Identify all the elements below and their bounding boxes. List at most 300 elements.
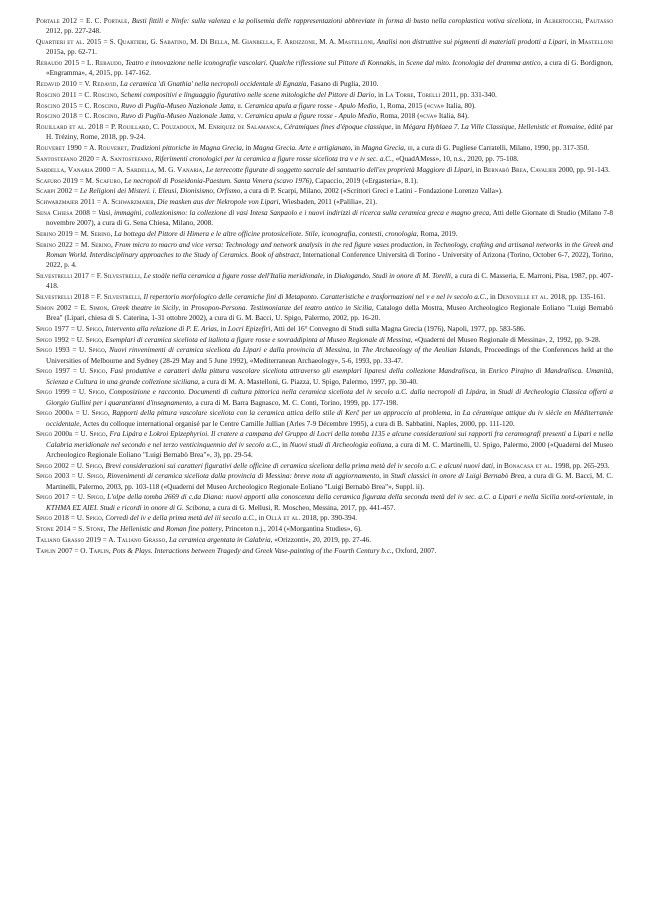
reference-entry xyxy=(36,122,613,142)
reference-text: , in xyxy=(531,17,544,25)
author-name: Vanaria xyxy=(176,165,203,174)
author-name: Quartieri xyxy=(117,38,147,46)
reference-text: = E. C. xyxy=(77,17,104,25)
citation-key: Spigo 1993 xyxy=(36,346,70,355)
reference-entry xyxy=(36,197,613,207)
work-title: Enrico Pirajno di Mandralisca. Umanità, Scienza e Cultura in una grande collezione siciliana xyxy=(46,367,614,386)
reference-entry xyxy=(36,37,613,57)
citation-key: iii xyxy=(407,144,413,153)
reference-text: , M. G. xyxy=(154,165,177,174)
reference-text: , a cura di G. Pugliese Carratelli, Milano, 1990, pp. 317-350. xyxy=(412,144,590,153)
reference-text: , M. xyxy=(227,38,242,46)
reference-text: , xyxy=(153,198,158,207)
reference-text: , xyxy=(372,38,377,46)
reference-text: 2015a, pp. 62-71. xyxy=(46,48,97,57)
reference-text: , a cura di M. A. Mastelloni, G. Piazza, U. Spigo, Palermo, 1997, pp. 30-40. xyxy=(198,377,418,386)
citation-key: Santostefano 2020 xyxy=(36,154,94,163)
citation-key: Spigo 1999 xyxy=(36,388,70,397)
reference-text: , F. xyxy=(273,38,285,46)
reference-entry xyxy=(36,229,613,239)
citation-key: Rebaudo 2015 xyxy=(36,59,80,67)
reference-text: , xyxy=(103,525,108,534)
reference-text: , xyxy=(233,112,238,121)
reference-text: , in xyxy=(472,165,484,174)
reference-list xyxy=(36,16,613,556)
author-name: Roscino xyxy=(93,101,118,110)
reference-text: , xyxy=(403,144,408,153)
reference-text: , xyxy=(104,346,110,355)
citation-key: Quartieri et al. 2015 xyxy=(36,38,102,46)
reference-text: , in xyxy=(178,303,192,312)
reference-text: = E. xyxy=(71,303,90,312)
citation-key: Serino 2019 xyxy=(36,229,73,238)
author-name: Roscino xyxy=(92,90,118,99)
author-name: Gianbella xyxy=(241,38,273,46)
work-title: Tradizioni pittoriche in Magna Grecia xyxy=(130,144,242,153)
reference-entry xyxy=(36,546,613,556)
reference-text: 2018, pp. 390-394. xyxy=(300,514,358,523)
reference-entry xyxy=(36,165,613,175)
reference-entry xyxy=(36,143,613,153)
reference-text: , a cura di P. Scarpi, Milano, 2002 («Scrittori Greci e Latini - Fondazione Lorenzo Valla»). xyxy=(240,187,503,196)
reference-entry xyxy=(36,208,613,228)
reference-text: , a cura di G. Bordignon, «Engramma», 4, 2015, pp. 147-162. xyxy=(46,59,613,78)
reference-text: , G. xyxy=(146,38,160,46)
reference-text: = U. xyxy=(69,514,86,523)
work-title: Teatro e innovazione nelle iconografie vascolari. Qualche riflessione sul Pittore di Konnakis xyxy=(125,59,395,67)
work-title: La ceramica argentata in Calabria xyxy=(168,535,271,544)
reference-text: , C. xyxy=(149,123,162,132)
reference-text: , in xyxy=(486,292,498,301)
reference-text: = M. xyxy=(77,176,96,185)
author-name: Spigo xyxy=(85,324,102,333)
author-name: Roscino xyxy=(93,112,118,121)
author-name: Spigo xyxy=(89,430,106,439)
work-title: Analisi non distruttive sui pigmenti di materiali prodotti a Lipari xyxy=(376,38,567,46)
reference-text: , xyxy=(233,101,238,110)
citation-key: Sena Chiesa 2008 xyxy=(36,208,90,217)
work-title: Rinvenimenti di ceramica siceliota dalla provincia di Messina: breve nota di aggiornamento xyxy=(106,472,380,481)
work-title: Céramiques fines d'époque classique xyxy=(283,123,392,132)
reference-text: , xyxy=(151,154,155,163)
reference-text: = U. xyxy=(72,430,90,439)
author-name: Denoyelle et al. xyxy=(497,292,549,301)
reference-text: = C. xyxy=(76,90,93,99)
reference-text: , in xyxy=(422,240,434,249)
work-title: Riferimenti cronologici per la ceramica a figure rosse siceliota tra v e iv sec. a.C. xyxy=(154,154,392,163)
reference-text: 2011, pp. 331-340. xyxy=(440,90,497,99)
author-name: Spigo xyxy=(88,388,105,397)
reference-text: = xyxy=(90,208,99,217)
work-title: Greek theatre in Sicily xyxy=(111,303,179,312)
reference-text: = S. xyxy=(101,38,118,46)
work-title: Nuovi rinvenimenti di ceramica siceliota da Lipari e dalla provincia di Messina xyxy=(109,346,350,355)
citation-key: Spigo 2017 xyxy=(36,493,70,502)
citation-key: Rouillard et al. 2018 xyxy=(36,123,104,132)
reference-text: = U. xyxy=(69,493,87,502)
reference-text: = C. xyxy=(76,101,94,110)
work-title: Il repertorio morfologico delle ceramiche fini di Metaponto. Caratteristiche e trasformazioni nel v e nel iv secolo a.C. xyxy=(143,292,487,301)
reference-text: = xyxy=(72,187,80,196)
citation-key: Spigo 2003 xyxy=(36,472,70,481)
reference-text: , in xyxy=(349,346,362,355)
reference-entry xyxy=(36,429,613,460)
reference-text: 2000, pp. 91-143. xyxy=(556,165,610,174)
reference-text: , «Orizzonti», 20, 2019, pp. 27-46. xyxy=(270,535,372,544)
work-title: Magna Grecia. Arte e artigianato xyxy=(252,144,351,153)
citation-key: Spigo 1997 xyxy=(36,367,70,376)
reference-entry xyxy=(36,58,613,78)
reference-text: , a cura di G. M. Bacci, M. C. Martinelli, Palermo, 2003, pp. 103-118 («Quaderni del Museo Archeologico Regionale Eoliano "Luigi Bernabò Brea"», Suppl. ii). xyxy=(46,472,613,491)
work-title: The Archaeology of the Aeolian Islands xyxy=(361,346,481,355)
citation-key: Taplin 2007 xyxy=(36,546,73,555)
author-name: Santostefano xyxy=(110,154,152,163)
work-title: Technology, crafting and artisanal networks in the Greek and Roman World. Interdisciplinary approaches to the Study of Ceramics. Book of abstract xyxy=(46,240,613,259)
reference-text: , xyxy=(110,229,115,238)
reference-text: , in xyxy=(475,367,489,376)
reference-text: 2012, pp. 227-248. xyxy=(46,27,101,36)
author-name: Sardella xyxy=(126,165,155,174)
citation-key: Stone 2014 xyxy=(36,525,71,534)
work-title: Schemi compositivi e linguaggio figurativo nelle scene mitologiche del Pittore di Dario xyxy=(120,90,375,99)
work-title: Composizione e racconto. Documenti di cultura pittorica nella ceramica siceliota del iv secolo a.C. dalla necropoli di Lipára xyxy=(108,388,486,397)
reference-entry xyxy=(36,461,613,471)
work-title: Mégara Hyblaea 7. La Ville Classique, Hellenistic et Romaine xyxy=(402,123,585,132)
reference-text: » Italia, 84). xyxy=(433,112,469,121)
reference-text: , xyxy=(101,514,106,523)
reference-text: , Oxford, 2007. xyxy=(391,546,437,555)
work-title: Studi di Archeologia Classica offerti a Giorgio Gullini per i quaranťanni d'insegnamento xyxy=(46,388,614,407)
reference-text: , in xyxy=(394,59,407,67)
author-name: Silvestrelli xyxy=(103,292,140,301)
reference-text: , xyxy=(107,303,112,312)
author-name: Stone xyxy=(85,525,104,534)
reference-text: = U. xyxy=(69,461,86,470)
reference-text: , in xyxy=(391,123,403,132)
citation-key: Spigo 1977 xyxy=(36,324,70,333)
citation-key: Scafuro 2019 xyxy=(36,176,78,185)
reference-entry xyxy=(36,16,613,36)
reference-entry xyxy=(36,271,613,291)
author-name: Spigo xyxy=(85,514,102,523)
reference-entry xyxy=(36,345,613,365)
author-name: Bella xyxy=(209,38,228,46)
reference-text: = F. xyxy=(88,292,104,301)
reference-text: = P. xyxy=(103,123,118,132)
reference-text: = V. xyxy=(76,80,93,88)
author-name: Spigo xyxy=(86,493,104,502)
work-title: Dialogando, Studi in onore di M. Torelli xyxy=(334,271,451,280)
author-name: Schwarzmaier xyxy=(111,198,154,207)
work-title: Rapporti della pittura vascolare siceliota con la ceramica attica dello stile di Kerč per un approccio al problema xyxy=(112,409,451,418)
reference-text: = U. xyxy=(69,472,87,481)
work-title: Ruvo di Puglia-Museo Nazionale Jatta xyxy=(120,101,234,110)
reference-text: = C. xyxy=(76,112,94,121)
reference-text: , in xyxy=(603,493,614,502)
reference-entry xyxy=(36,292,613,302)
citation-key: Silvestrelli 2017 xyxy=(36,271,89,280)
reference-text: , 1, Roma, 2015 (« xyxy=(376,101,431,110)
reference-text: , xyxy=(103,472,107,481)
citation-key: Scarpi 2002 xyxy=(36,187,73,196)
author-name: Spigo xyxy=(88,346,105,355)
reference-entry xyxy=(36,303,613,323)
author-name: Mastelloni xyxy=(578,38,614,46)
author-name: Bernabò Brea, Cavalier xyxy=(483,165,557,174)
reference-entry xyxy=(36,324,613,334)
reference-text: , xyxy=(139,271,144,280)
author-name: Simon xyxy=(89,303,108,312)
reference-text: . xyxy=(241,112,245,121)
author-name: Spigo xyxy=(86,472,104,481)
reference-text: = L. xyxy=(79,59,96,67)
reference-text: = U. xyxy=(69,388,89,397)
reference-text: = U. xyxy=(69,346,89,355)
work-title: Scene dal mito. Iconologia del dramma antico xyxy=(406,59,541,67)
author-name: Ollà et al. xyxy=(266,514,301,523)
citation-key: Schwarzmaier 2011 xyxy=(36,198,95,207)
reference-text: , xyxy=(105,430,110,439)
reference-text: , a cura di M. C. Martinelli, U. Spigo, Palermo, 2000 («Quaderni del Museo Archeologico Regionale Eoliano "Luigi Bernabò Brea"», 3), pp. 29-54. xyxy=(46,440,613,459)
reference-text: 1998, pp. 265-293. xyxy=(552,461,610,470)
reference-text: , xyxy=(104,388,109,397)
reference-text: = S. xyxy=(70,525,86,534)
reference-text: = U. xyxy=(69,335,86,344)
work-title: Le necropoli di Poseidonia-Paestum. Santa Venera (scavo 1976) xyxy=(124,176,312,185)
work-title: La bottega del Pittore di Himera e le altre officine protosiceliote. Stile, iconografia, contesti, cronologia xyxy=(114,229,417,238)
reference-text: , Catalogo della Mostra, Museo Archeologico Regionale Eoliano "Luigi Bernabò Brea" (Lipari, chiesa di S. Caterina, 1-31 ottobre 2002), a cura di G. M. Bacci, U. Spigo, Palermo, 2002, pp. 16-20. xyxy=(46,303,614,322)
author-name: Silvestrelli xyxy=(103,271,140,280)
work-title: Studi classici in onore di Luigi Bernabò Brea xyxy=(390,472,525,481)
work-title: Fasi produttive e caratteri della pittura vascolare siceliota attraverso gli esemplari liparesi della collezione Mandralisca xyxy=(110,367,476,376)
work-title: Brevi considerazioni sui caratteri figurativi delle officine di ceramica siceliota della prima metà del iv secolo a.C. e alcuni nuovi dati xyxy=(105,461,493,470)
reference-text: , xyxy=(202,165,206,174)
reference-text: , in xyxy=(216,324,228,333)
author-name: Taplin xyxy=(89,546,109,555)
reference-text: 2018, pp. 135-161. xyxy=(548,292,606,301)
citation-key: ii xyxy=(237,101,241,110)
reference-text: , xyxy=(120,176,125,185)
work-title: Corredi del iv e della prima metà del iii secolo a.C. xyxy=(105,514,255,523)
citation-key: Spigo 2000a xyxy=(36,409,74,418)
reference-entry xyxy=(36,79,613,89)
work-title: Ceramica apula a figure rosse - Apulo Medio xyxy=(244,112,377,121)
reference-entry xyxy=(36,366,613,386)
reference-entry xyxy=(36,111,613,121)
work-title: Le Religioni dei Misteri. i. Eleusi, Dionisismo, Orfismo xyxy=(79,187,241,196)
work-title: Vasi, immagini, collezionismo: la collezione di vasi Intesa Sanpaolo e i nuovi indirizzi di ricerca sulla ceramica greca e magno greca xyxy=(98,208,490,217)
reference-text: , xyxy=(139,292,144,301)
author-name: Enriquez de Salamanca xyxy=(208,123,281,132)
reference-text: = M. xyxy=(72,229,91,238)
reference-text: , in xyxy=(485,388,499,397)
author-name: Spigo xyxy=(91,409,108,418)
reference-text: , in xyxy=(492,461,505,470)
author-name: La Torre, Torelli xyxy=(385,90,441,99)
reference-text: , xyxy=(116,80,121,88)
work-title: Busti fittili e Ninfe: sulla valenza e la polisemia delle rappresentazioni abbreviate in forma di busto nella coroplastica votiva siceliota xyxy=(131,17,532,25)
reference-text: , Actes du colloque international organisé par le Centre Camille Jullian (Arles 7-9 Décembre 1995), a cura di B. Sabbatini, Naples, 2000, pp. 111-120. xyxy=(79,419,515,428)
reference-entry xyxy=(36,387,613,407)
author-name: Rouveret xyxy=(97,144,127,153)
reference-entry xyxy=(36,408,613,428)
citation-key: Spigo 2018 xyxy=(36,514,70,523)
reference-text: , in xyxy=(450,409,463,418)
reference-text: » Italia, 80). xyxy=(440,101,476,110)
reference-text: , xyxy=(121,59,126,67)
reference-text: = M. xyxy=(72,240,92,249)
reference-text: , International Conference Università di Torino - University of Arizona (Torino, October 6-7, 2022), Torino, 2022, p. 4. xyxy=(46,250,614,270)
work-title: Pots & Plays. Interactions between Tragedy and Greek Vase-painting of the Fourth Century b.c. xyxy=(112,546,392,555)
reference-text: , xyxy=(127,17,132,25)
reference-text: , xyxy=(126,144,131,153)
reference-text: . xyxy=(240,101,245,110)
reference-text: , xyxy=(107,409,113,418)
work-title: La céramique attique du iv siècle en Méditerranée occidentale xyxy=(46,409,614,428)
author-name: Serino xyxy=(90,229,111,238)
work-title: Ruvo di Puglia-Museo Nazionale Jatta xyxy=(120,112,234,121)
reference-text: , xyxy=(165,535,169,544)
reference-text: , in xyxy=(254,514,267,523)
reference-text: , édité par H. Tréziny, Rome, 2018, pp. 9-24. xyxy=(46,123,614,142)
citation-key: Spigo 2002 xyxy=(36,461,70,470)
reference-text: = U. xyxy=(73,409,92,418)
author-name: Bonacasa et al. xyxy=(504,461,553,470)
reference-text: , xyxy=(101,335,106,344)
reference-text: , Atti delle Giornate di Studio (Milano 7-8 novembre 2007), a cura di G. Sena Chiesa, Milano, 2008. xyxy=(46,208,614,228)
reference-entry xyxy=(36,176,613,186)
work-title: Fra Lipára e Lokroi Epizephyrioi. Il cratere a campana del Gruppo di Locri della tomba 1135 e alcune considerazioni sui rapporti fra ceramografi presenti a Lipari e nella Calabria meridionale nel secondo e nel terzo venticinquennio del iv secolo a.C. xyxy=(46,430,614,449)
reference-text: , M. Di xyxy=(186,38,210,46)
reference-text: = A. xyxy=(95,198,112,207)
author-name: Serino xyxy=(91,240,112,249)
reference-entry xyxy=(36,471,613,491)
author-name: Pouzadoux xyxy=(161,123,195,132)
author-name: Spigo xyxy=(89,367,106,376)
reference-entry xyxy=(36,513,613,523)
author-name: Ardizzone xyxy=(284,38,316,46)
citation-key: Rouveret 1990 xyxy=(36,144,82,153)
citation-key: Roscino 2011 xyxy=(36,90,77,99)
reference-text: = U. xyxy=(69,367,90,376)
reference-text: , xyxy=(101,324,106,333)
reference-entry xyxy=(36,492,613,512)
reference-entry xyxy=(36,101,613,111)
reference-text: , xyxy=(280,123,284,132)
reference-text: , «QuadAMess», 10, n.s., 2020, pp. 75-108. xyxy=(391,154,519,163)
reference-text: , Wiesbaden, 2011 («Palilia», 21). xyxy=(278,198,378,207)
reference-text: = A. xyxy=(110,165,127,174)
reference-text: , xyxy=(117,101,121,110)
reference-text: , «Quaderni del Museo Regionale di Messina», 2, 1992, pp. 9-28. xyxy=(410,335,601,344)
citation-key: cva xyxy=(423,112,434,121)
reference-text: , in xyxy=(566,38,579,46)
reference-text: , xyxy=(117,112,121,121)
author-name: Portale xyxy=(103,17,128,25)
citation-key: Portale 2012 xyxy=(36,17,78,25)
author-name: Rouillard xyxy=(117,123,150,132)
author-name: Scafuro xyxy=(95,176,121,185)
reference-text: , Proceedings of the Conferences held at the Universities of Melbourne and Sydney (28-29 May and 5 June 1992), «Mediterranean Archaeology», 5-6, 1993, pp. 33-47. xyxy=(46,346,613,365)
work-title: The Hellenistic and Roman fine pottery xyxy=(107,525,222,534)
citation-key: Sardella, Vanaria 2000 xyxy=(36,165,111,174)
work-title: Prosopon-Persona. Testimonianze del teatro antico in Sicilia xyxy=(191,303,372,312)
reference-entry xyxy=(36,535,613,545)
reference-text: = O. xyxy=(72,546,90,555)
author-name: Mastelloni xyxy=(338,38,373,46)
citation-key: v xyxy=(237,112,242,121)
author-name: Spigo xyxy=(85,335,102,344)
citation-key: Spigo 1992 xyxy=(36,335,70,344)
reference-entry xyxy=(36,154,613,164)
reference-text: , in xyxy=(323,271,335,280)
reference-text: , Atti del 16° Convegno di Studi sulla Magna Grecia (1976), Napoli, 1977, pp. 583-586. xyxy=(270,324,526,333)
reference-text: , Fasano di Puglia, 2010. xyxy=(306,80,379,88)
reference-text: , a cura di M. Barra Bagnasco, M. C. Conti, Torino, 1999, pp. 177-198. xyxy=(191,398,399,407)
reference-entry xyxy=(36,186,613,196)
reference-text: , xyxy=(117,90,121,99)
citation-key: Roscino 2015 xyxy=(36,101,77,110)
work-title: Intervento alla relazione di P. E. Arias xyxy=(105,324,217,333)
reference-text: = U. xyxy=(69,324,86,333)
reference-text: , M. xyxy=(194,123,209,132)
work-title: Le stoàle nella ceramica a figure rosse dell'Italia meridionale xyxy=(143,271,324,280)
reference-entry xyxy=(36,240,613,271)
citation-key: Taliano Grasso 2019 xyxy=(36,535,101,544)
reference-text: , xyxy=(101,461,106,470)
reference-text: , xyxy=(111,240,115,249)
citation-key: Serino 2022 xyxy=(36,240,73,249)
work-title: Die masken aus der Nekropole von Lipari xyxy=(157,198,279,207)
author-name: Taliano Grasso xyxy=(117,535,166,544)
citation-key: Simon 2002 xyxy=(36,303,72,312)
reference-entry xyxy=(36,335,613,345)
work-title: Esemplari di ceramica siceliota ed italiota a figure rosse e sovraddipinta al Museo Regionale di Messina xyxy=(105,335,411,344)
reference-text: = A. xyxy=(93,154,111,163)
work-title: Magna Grecia xyxy=(361,144,404,153)
reference-entry xyxy=(36,90,613,100)
reference-text: = A. xyxy=(81,144,98,153)
work-title: La ceramica 'di Gnathia' nella necropoli occidentale di Egnazia xyxy=(120,80,307,88)
work-title: Le terrecotte figurate di soggetto sacrale del santuario dell'ex proprietà Maggiore di Lipari xyxy=(206,165,473,174)
reference-text: , in xyxy=(379,472,391,481)
reference-text: , xyxy=(105,367,111,376)
reference-text: , Princeton n.j., 2014 («Morgantina Studies», 6). xyxy=(221,525,362,534)
citation-key: Spigo 2000b xyxy=(36,430,73,439)
reference-text: , M. A. xyxy=(315,38,338,46)
citation-key: Redavid 2010 xyxy=(36,80,77,88)
work-title: L'olpe della tomba 2669 di c.da Diana: nuovi apporti alla conoscenza della ceramica figurata della seconda metà del iv sec. a.C. a Lipari e nella Sicilia nord-orientale xyxy=(107,493,604,502)
citation-key: cva xyxy=(430,101,441,110)
work-title: From micro to macro and vice versa: Technology and network analysis in the red figure vases production xyxy=(114,240,423,249)
reference-text: , Roma, 2018 (« xyxy=(376,112,424,121)
reference-text: , a cura di G. Mellusi, R. Moscheo, Messina, 2017, pp. 441-457. xyxy=(209,503,396,512)
reference-text: , in xyxy=(241,144,253,153)
author-name: Rebaudo xyxy=(95,59,122,67)
author-name: Sabatino xyxy=(159,38,187,46)
reference-text: , xyxy=(103,493,108,502)
citation-key: Silvestrelli 2018 xyxy=(36,292,89,301)
reference-text: , in xyxy=(374,90,386,99)
work-title: Ceramica apula a figure rosse - Apulo Medio xyxy=(244,101,377,110)
author-name: Redavid xyxy=(92,80,117,88)
author-name: Albertocchi, Pautasso xyxy=(543,17,614,25)
reference-text: , Roma, 2019. xyxy=(416,229,458,238)
reference-text: , Capaccio, 2019 («Ergasteria», 8.1). xyxy=(311,176,419,185)
reference-text: , in xyxy=(350,144,362,153)
reference-text: = A. xyxy=(100,535,118,544)
reference-text: = F. xyxy=(88,271,104,280)
